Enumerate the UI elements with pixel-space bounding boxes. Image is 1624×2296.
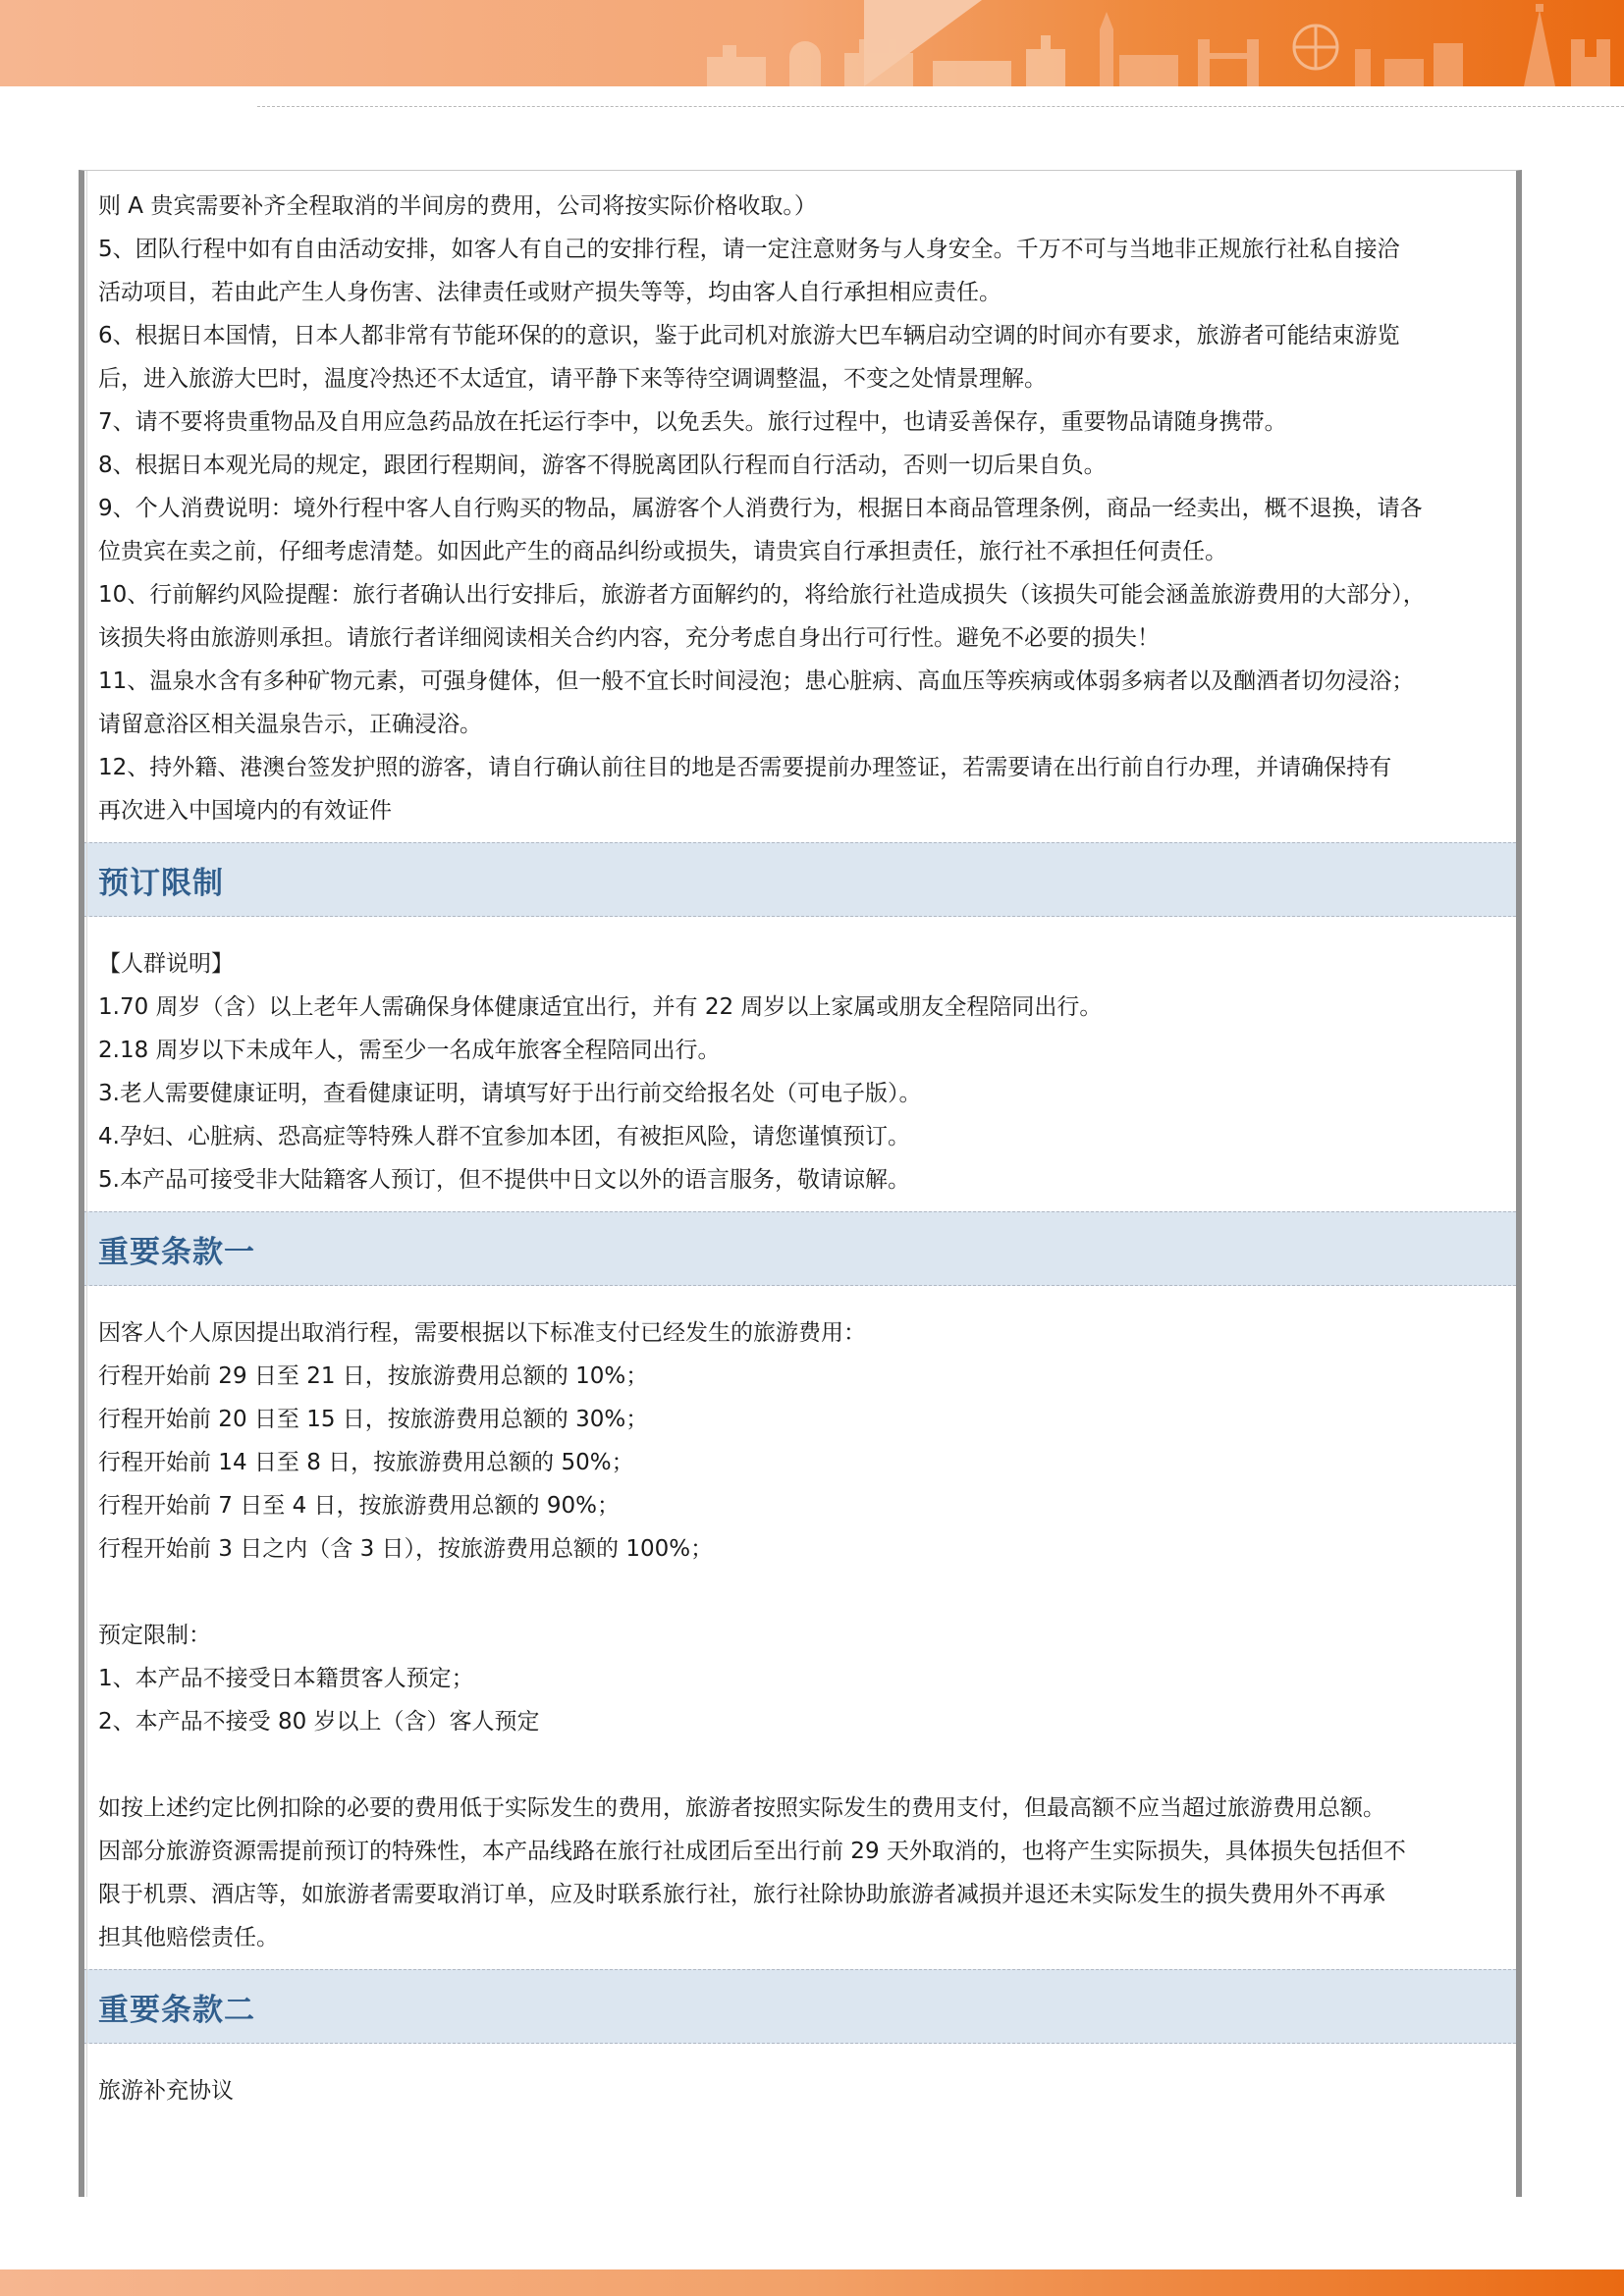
limit-line: 2、本产品不接受 80 岁以上（含）客人预定 — [98, 1709, 540, 1735]
limit-line: 1、本产品不接受日本籍贯客人预定； — [98, 1666, 474, 1691]
section-title: 预订限制 — [98, 865, 224, 901]
booking-line: 【人群说明】 — [98, 951, 234, 977]
fee-line: 行程开始前 3 日之内（含 3 日），按旅游费用总额的 100%； — [98, 1536, 714, 1562]
fee-line: 行程开始前 29 日至 21 日，按旅游费用总额的 10%； — [98, 1363, 649, 1389]
booking-block — [84, 917, 1516, 1211]
booking-line: 3.老人需要健康证明，查看健康证明，请填写好于出行前交给报名处（可电子版）。 — [98, 1081, 922, 1106]
section-header-terms-2 — [84, 1969, 1516, 2044]
note-line: 8、根据日本观光局的规定，跟团行程期间，游客不得脱离团队行程而自行活动，否则一切后果自负。 — [98, 453, 1107, 478]
booking-line: 1.70 周岁（含）以上老年人需确保身体健康适宜出行，并有 22 周岁以上家属或朋友全程陪同出行。 — [98, 994, 1103, 1020]
header-rule — [257, 106, 1624, 107]
fee-line: 行程开始前 20 日至 15 日，按旅游费用总额的 30%； — [98, 1407, 649, 1432]
terms2-line: 旅游补充协议 — [98, 2078, 234, 2104]
footer-band — [0, 2269, 1624, 2296]
note-line: 活动项目，若由此产生人身伤害、法律责任或财产损失等等，均由客人自行承担相应责任。 — [98, 280, 1001, 305]
note-line: 11、温泉水含有多种矿物元素，可强身健体，但一般不宜长时间浸泡；患心脏病、高血压等疾病或体弱多病者以及酗酒者切勿浸浴； — [98, 668, 1415, 694]
section-title: 重要条款一 — [98, 1234, 255, 1270]
section-title: 重要条款二 — [98, 1992, 255, 2028]
note-line: 该损失将由旅游则承担。请旅行者详细阅读相关合约内容，充分考虑自身出行可行性。避免不必要的损失！ — [98, 625, 1160, 651]
limit-title: 预定限制： — [98, 1623, 211, 1648]
fee-line: 行程开始前 14 日至 8 日，按旅游费用总额的 50%； — [98, 1450, 634, 1475]
closing-line: 担其他赔偿责任。 — [98, 1925, 279, 1950]
section-header-booking — [84, 842, 1516, 917]
note-line: 则 A 贵宾需要补齐全程取消的半间房的费用，公司将按实际价格收取。） — [98, 193, 817, 219]
note-line: 后，进入旅游大巴时，温度冷热还不太适宜，请平静下来等待空调调整温，不变之处情景理解。 — [98, 366, 1047, 392]
closing-line: 如按上述约定比例扣除的必要的费用低于实际发生的费用，旅游者按照实际发生的费用支付，但最高额不应当超过旅游费用总额。 — [98, 1795, 1385, 1821]
note-line: 7、请不要将贵重物品及自用应急药品放在托运行李中，以免丢失。旅行过程中，也请妥善保存，重要物品请随身携带。 — [98, 409, 1287, 435]
terms1-block — [84, 1286, 1516, 1969]
closing-line: 限于机票、酒店等，如旅游者需要取消订单，应及时联系旅行社，旅行社除协助旅游者减损并退还未实际发生的损失费用外不再承 — [98, 1882, 1385, 1907]
note-line: 再次进入中国境内的有效证件 — [98, 798, 392, 824]
notes-block — [84, 171, 1516, 842]
fee-line: 行程开始前 7 日至 4 日，按旅游费用总额的 90%； — [98, 1493, 620, 1519]
booking-line: 4.孕妇、心脏病、恐高症等特殊人群不宜参加本团，有被拒风险，请您谨慎预订。 — [98, 1124, 910, 1149]
booking-line: 5.本产品可接受非大陆籍客人预订，但不提供中日文以外的语言服务，敬请谅解。 — [98, 1167, 910, 1193]
terms-intro: 因客人个人原因提出取消行程，需要根据以下标准支付已经发生的旅游费用： — [98, 1320, 866, 1346]
note-line: 9、个人消费说明：境外行程中客人自行购买的物品，属游客个人消费行为，根据日本商品管理条例，商品一经卖出，概不退换，请各 — [98, 496, 1423, 521]
note-line: 10、行前解约风险提醒：旅行者确认出行安排后，旅游者方面解约的，将给旅行社造成损失（该损失可能会涵盖旅游费用的大部分）， — [98, 582, 1426, 608]
note-line: 12、持外籍、港澳台签发护照的游客，请自行确认前往目的地是否需要提前办理签证，若需要请在出行前自行办理，并请确保持有 — [98, 755, 1392, 780]
note-line: 请留意浴区相关温泉告示，正确浸浴。 — [98, 712, 482, 737]
content-frame — [79, 170, 1522, 2197]
city-skyline-illustration — [687, 0, 1624, 86]
terms2-block — [84, 2044, 1516, 2122]
booking-line: 2.18 周岁以下未成年人，需至少一名成年旅客全程陪同出行。 — [98, 1038, 721, 1063]
top-banner — [0, 0, 1624, 86]
note-line: 5、团队行程中如有自由活动安排，如客人有自己的安排行程，请一定注意财务与人身安全。千万不可与当地非正规旅行社私自接洽 — [98, 237, 1400, 262]
closing-line: 因部分旅游资源需提前预订的特殊性，本产品线路在旅行社成团后至出行前 29 天外取消的，也将产生实际损失，具体损失包括但不 — [98, 1839, 1406, 1864]
note-line: 位贵宾在卖之前，仔细考虑清楚。如因此产生的商品纠纷或损失，请贵宾自行承担责任，旅行社不承担任何责任。 — [98, 539, 1227, 564]
note-line: 6、根据日本国情，日本人都非常有节能环保的的意识，鉴于此司机对旅游大巴车辆启动空调的时间亦有要求，旅游者可能结束游览 — [98, 323, 1400, 348]
section-header-terms-1 — [84, 1211, 1516, 1286]
